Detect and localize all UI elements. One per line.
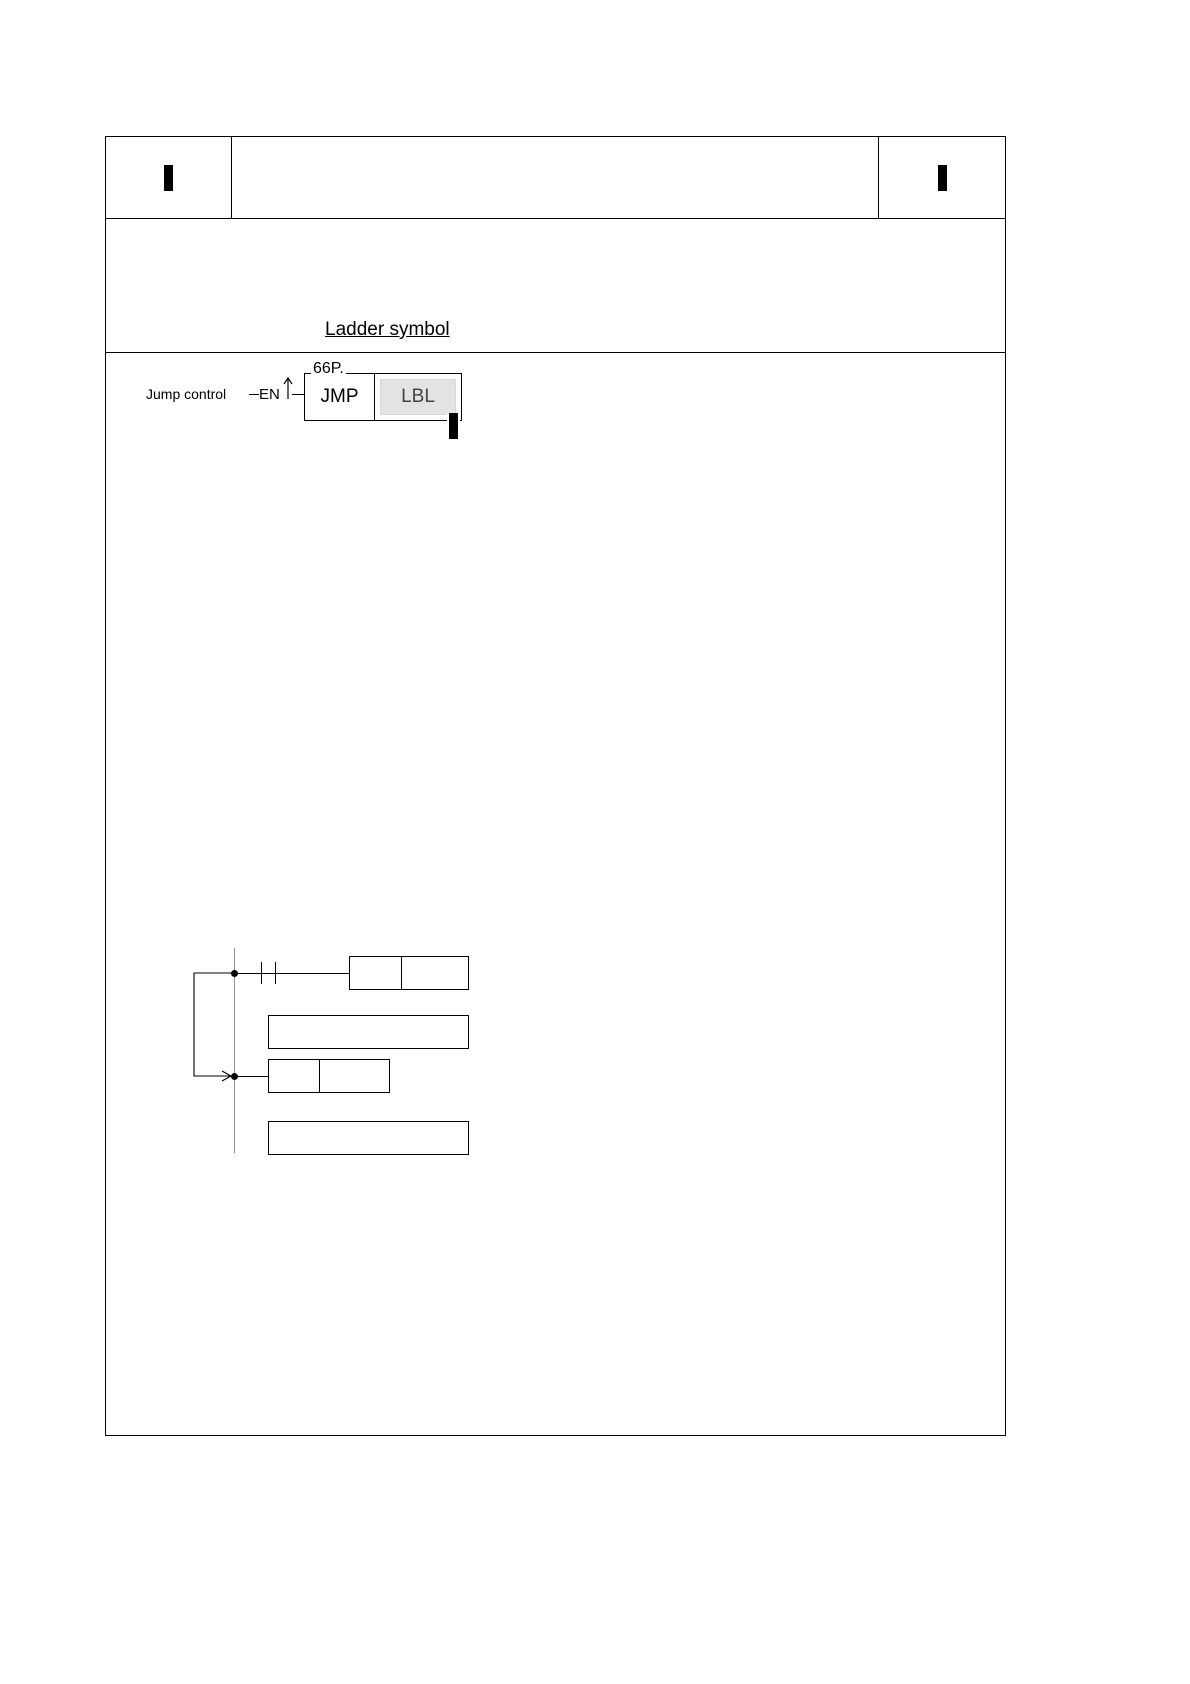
cjk-glyph-block-icon <box>447 413 460 439</box>
header-right-cell <box>879 137 1005 218</box>
example-program-diagram <box>186 948 586 1168</box>
jump-flow-arrow-icon <box>186 948 586 1168</box>
document-body <box>106 353 1005 1435</box>
enable-label: EN <box>259 386 280 403</box>
header-middle-cell <box>232 137 879 218</box>
instruction-operand-field: LBL <box>380 379 456 415</box>
cjk-glyph-block-icon <box>162 165 175 191</box>
header-row <box>106 137 1005 219</box>
ladder-symbol-title: Ladder symbol <box>325 319 450 340</box>
jump-control-label: Jump control <box>146 386 227 402</box>
cjk-glyph-block-icon <box>936 165 949 191</box>
ladder-symbol-section <box>106 219 1005 407</box>
operand-number-tag: 66P. <box>313 360 344 377</box>
instruction-mnemonic: JMP <box>305 374 375 420</box>
document-frame <box>105 136 1006 1436</box>
header-left-cell <box>106 137 232 218</box>
